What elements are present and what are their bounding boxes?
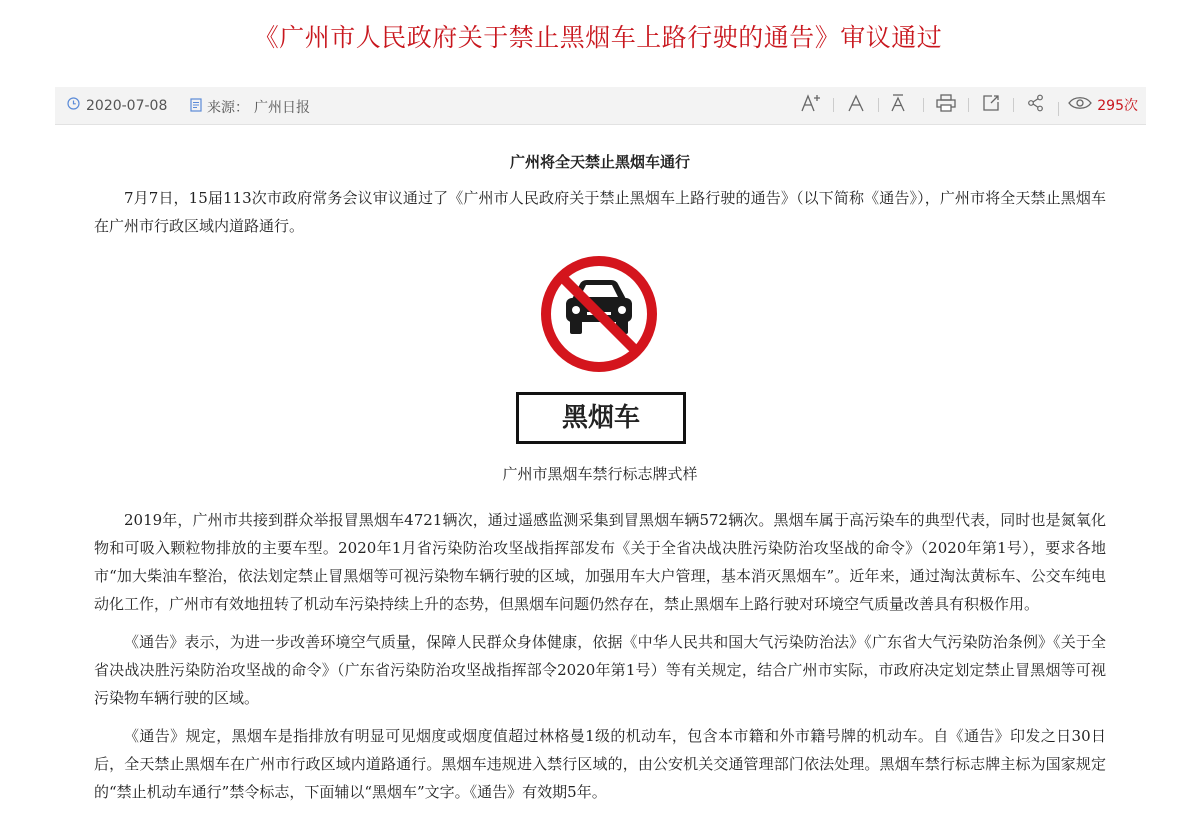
view-count: 295次 [1097,98,1138,114]
no-motor-vehicle-sign-icon [514,254,684,384]
share-button[interactable] [1013,91,1058,119]
article-subheading: 广州将全天禁止黑烟车通行 [509,153,690,171]
figure-caption: 广州市黑烟车禁行标志牌式样 [502,465,698,483]
share-icon [1027,94,1045,116]
article-meta-bar [55,87,1146,125]
publish-date [67,97,167,114]
sign-figure [94,250,1106,450]
print-icon [936,94,956,116]
view-counter [1058,95,1138,115]
font-default-button[interactable] [833,91,878,119]
article-body [94,148,1106,816]
print-button[interactable] [923,91,968,119]
paragraph: 《通告》规定，黑烟车是指排放有明显可见烟度或烟度值超过林格曼1级的机动车，包含本市籍和外市籍号牌的机动车。自《通告》印发之日30日后，全天禁止黑烟车在广州市行政区域内道路通行。黑烟车违规进入禁行区域的，由公安机关交通管理部门依法处理。黑烟车禁行标志牌主标为国家规定的“禁止机动车通行”禁令标志，下面辅以“黑烟车”文字。《通告》有效期5年。 [94,727,1106,801]
share-page-icon [982,94,1000,116]
source-label: 来源： [207,100,249,116]
share-page-button[interactable] [968,91,1013,119]
font-increase-button[interactable] [788,91,833,119]
publish-date-text: 2020-07-08 [86,97,168,114]
paragraph: 2019年，广州市共接到群众举报冒黑烟车4721辆次，通过遥感监测采集到冒黑烟车辆572辆次。黑烟车属于高污染车的典型代表，同时也是氮氧化物和可吸入颗粒物排放的主要车型。2020年1月省污染防治攻坚战指挥部发布《关于全省决战决胜污染防治攻坚战的命令》（2020年第1号），要求各地市“加大柴油车整治，依法划定禁止冒黑烟等可视污染物车辆行驶的区域，加强用车大户管理，基本消灭黑烟车”。近年来，通过淘汰黄标车、公交车纯电动化工作，广州市有效地扭转了机动车污染持续上升的态势，但黑烟车问题仍然存在，禁止黑烟车上路行驶对环境空气质量改善具有积极作用。 [94,511,1106,613]
article-source [190,97,310,117]
article-title: 《广州市人民政府关于禁止黑烟车上路行驶的通告》审议通过 [253,23,943,52]
source-name: 广州日报 [254,100,310,116]
article-toolbar [788,91,1138,119]
eye-icon [1068,96,1092,114]
font-decrease-button[interactable] [878,91,923,119]
paragraph: 《通告》表示，为进一步改善环境空气质量，保障人民群众身体健康，依据《中华人民共和国大气污染防治法》《广东省大气污染防治条例》《关于全省决战决胜污染防治攻坚战的命令》（广东省污染防治攻坚战指挥部令2020年第1号）等有关规定，结合广州市实际，市政府决定划定禁止冒黑烟等可视污染物车辆行驶的区域。 [94,633,1106,707]
paragraph: 7月7日，15届113次市政府常务会议审议通过了《广州市人民政府关于禁止黑烟车上路行驶的通告》（以下简称《通告》），广州市将全天禁止黑烟车在广州市行政区域内道路通行。 [94,189,1106,235]
sign-text-plate: 黑烟车 [516,392,686,444]
document-icon [190,98,202,116]
font-increase-icon [800,93,822,117]
font-default-icon [847,93,865,117]
clock-icon [67,97,80,114]
font-decrease-icon [890,93,912,117]
